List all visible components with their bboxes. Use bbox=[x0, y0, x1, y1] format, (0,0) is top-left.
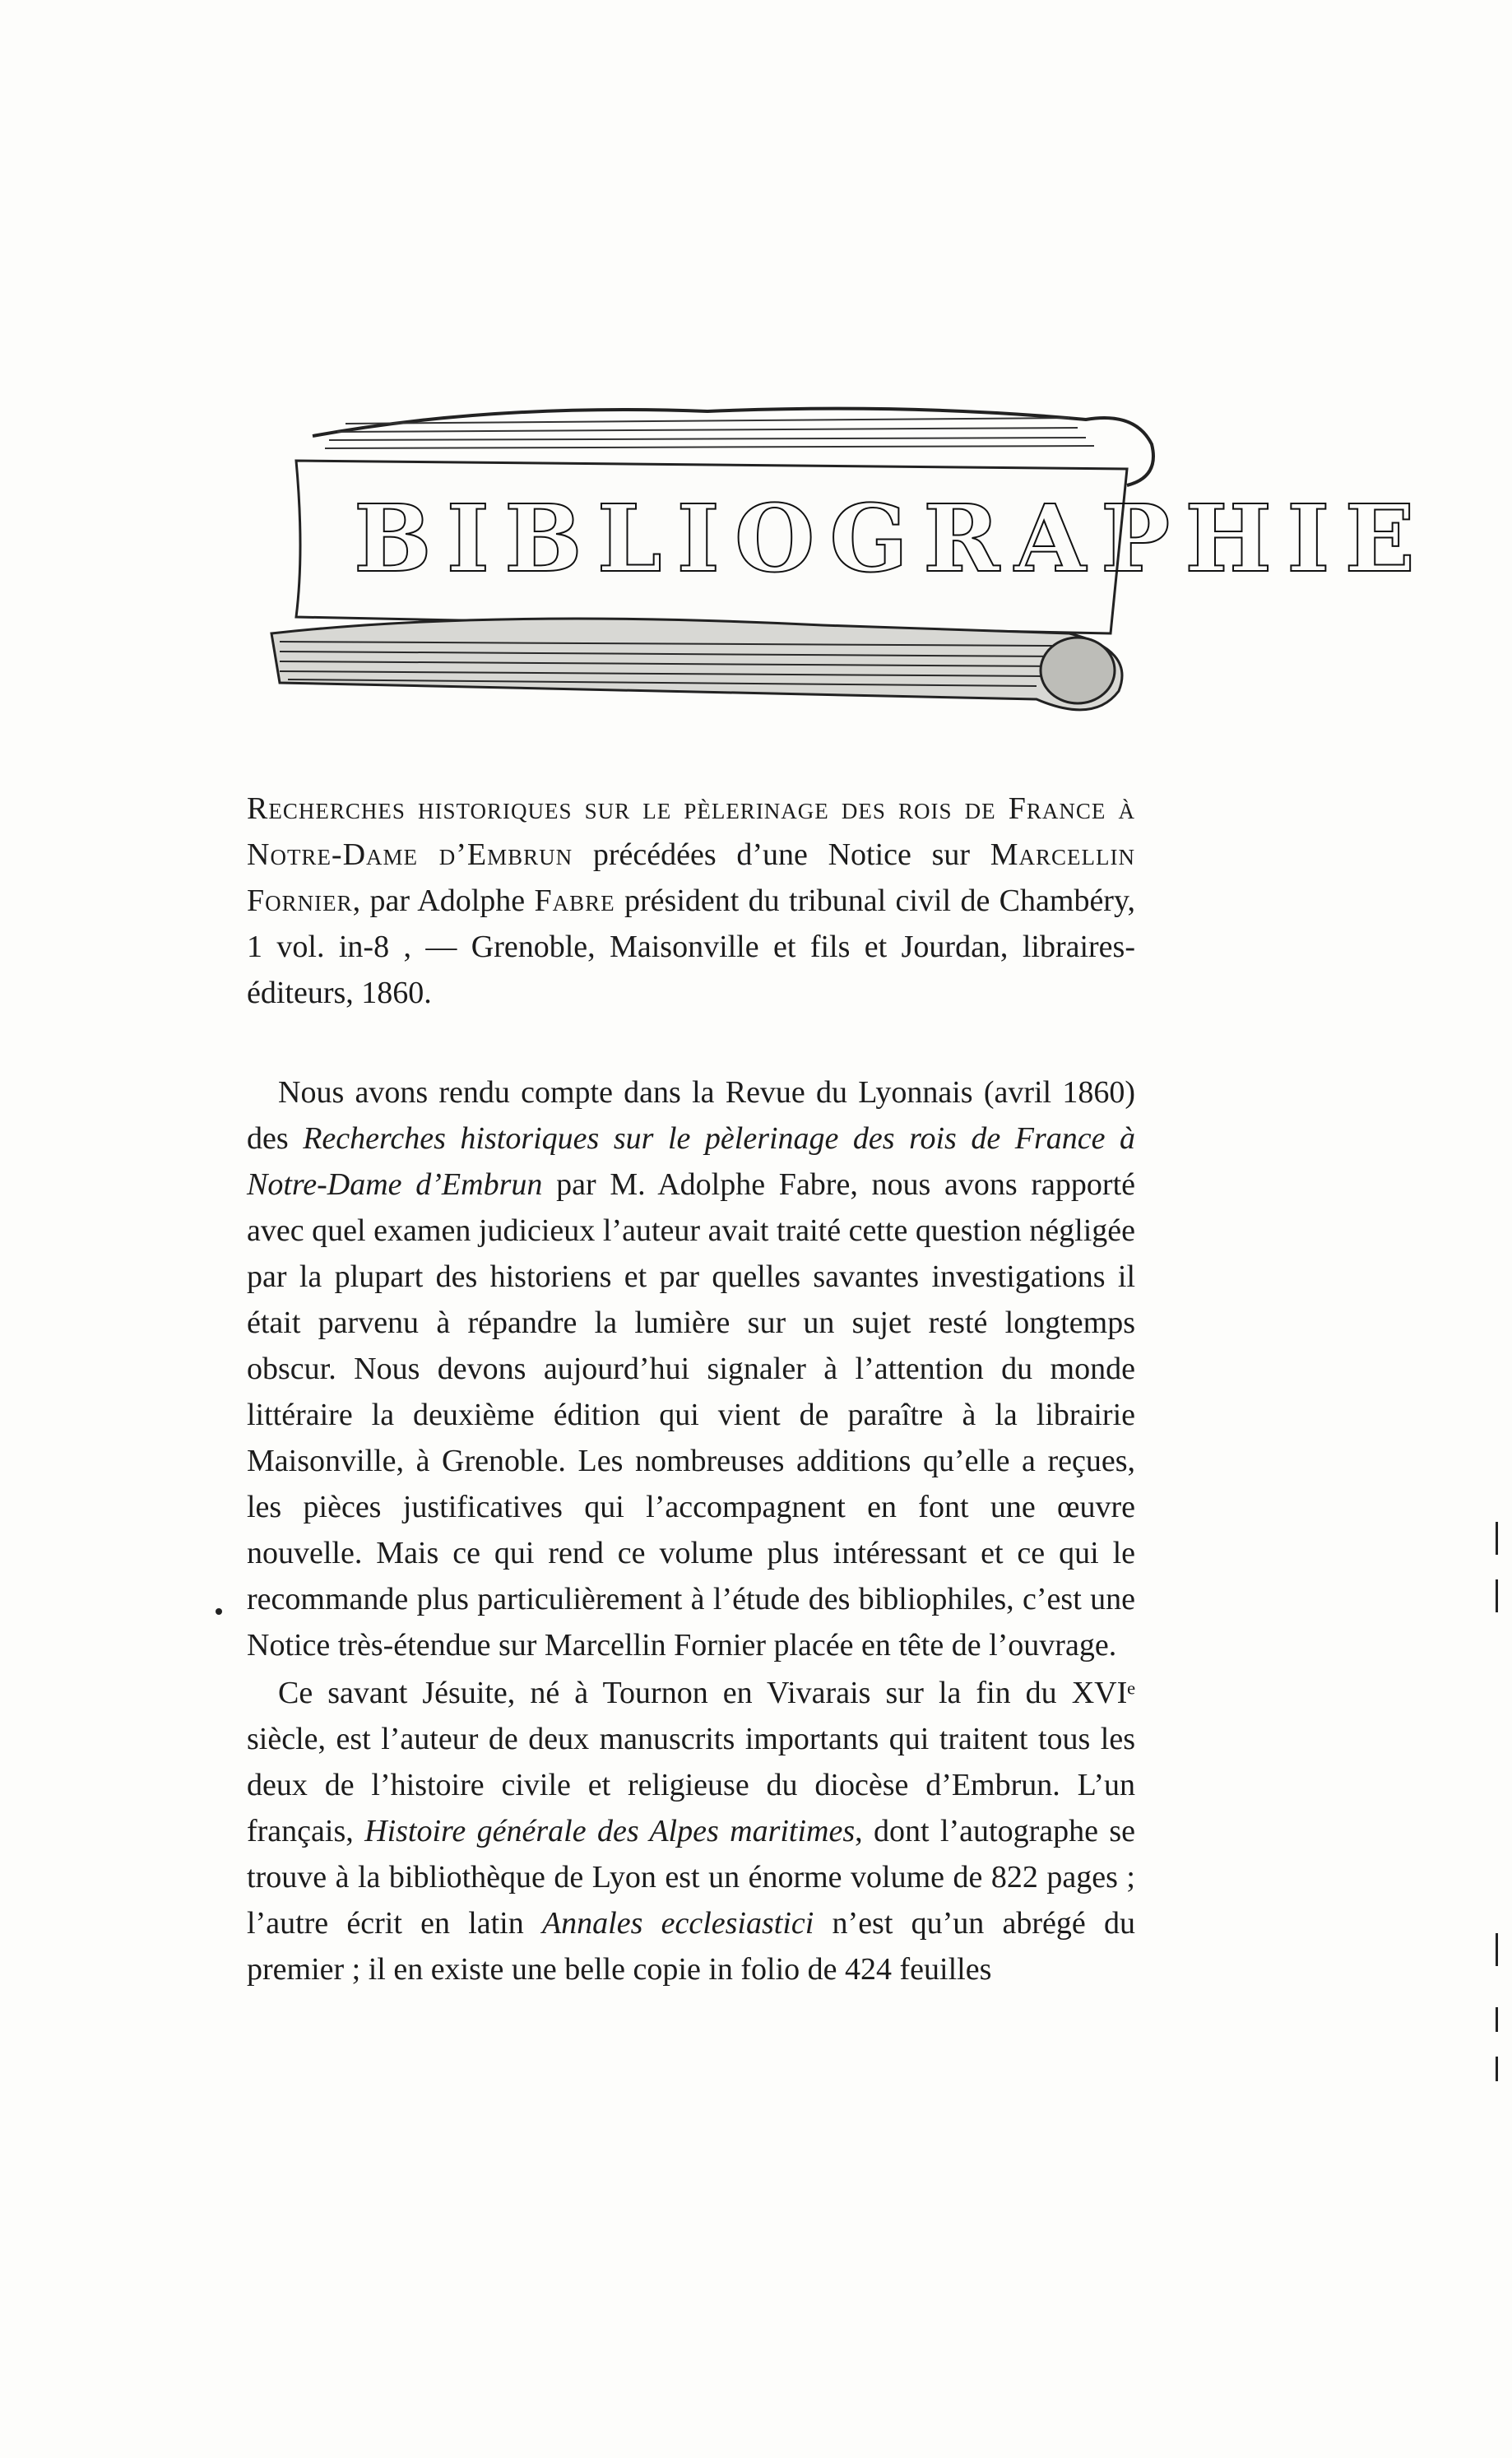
margin-mark bbox=[1496, 2007, 1498, 2032]
margin-mark bbox=[1496, 1933, 1498, 1966]
p2-italic-2: Annales ecclesiastici bbox=[541, 1906, 814, 1941]
margin-mark bbox=[1496, 1579, 1498, 1612]
entry-details: président du tribunal civil de Chambéry, 1 vol. in-8 , — Grenoble, Maisonville et fils et Jourdan, libraires-éditeurs, 1860. bbox=[247, 883, 1135, 1010]
margin-mark bbox=[1496, 1522, 1498, 1555]
p1-text-b: par M. Adolphe Fabre, nous avons rapporté avec quel examen judicieux l’auteur avait traité cette question négligée par la plupart des historiens et par quelles savantes investigations il était parvenu à répandre la lumière sur un sujet resté longtemps obscur. Nous devons aujourd’hui signaler à l’attention du monde littéraire la deuxième édition qui vient de paraître à la librairie Maisonville, à Grenoble. Les nombreuses additions qu’elle a reçues, les pièces justificatives qui l’accompagnent en font une œuvre nouvelle. Mais ce qui rend ce volume plus intéressant et ce qui le recommande plus particulièrement à l’étude des bibliophiles, c’est une Notice très-étendue sur Marcellin Fornier placée en tête de l’ouvrage. bbox=[247, 1167, 1136, 1663]
p2-italic-1: Histoire générale des Alpes maritimes bbox=[364, 1814, 856, 1848]
entry-author: Fabre bbox=[534, 883, 615, 918]
entry-title: Recherches historiques sur le pèlerinage des rois de France à Notre-Dame d’Embrun bbox=[247, 791, 1135, 872]
p2-text-b: , dont l’autographe se trouve à la bibliothèque de Lyon est un énorme volume de 822 pages ; l’autre écrit en latin bbox=[247, 1814, 1136, 1941]
p1-text-a: Nous avons rendu compte dans la Revue du Lyonnais (avril 1860) des bbox=[247, 1075, 1135, 1156]
margin-dot bbox=[216, 1608, 222, 1615]
p2-text-c: n’est qu’un abrégé du premier ; il en existe une belle copie in folio de 424 feuilles bbox=[247, 1906, 1135, 1987]
review-body bbox=[247, 1069, 1135, 1994]
p2-text-a: Ce savant Jésuite, né à Tournon en Vivarais sur la fin du XVIᵉ siècle, est l’auteur de deux manuscrits importants qui traitent tous les deux de l’histoire civile et religieuse du diocèse d’Embrun. L’un français, bbox=[247, 1676, 1135, 1848]
paragraph-2 bbox=[247, 1670, 1135, 1992]
banner-title: BIBLIOGRAPHIE bbox=[354, 485, 1430, 593]
paragraph-1 bbox=[247, 1069, 1135, 1668]
margin-mark bbox=[1496, 2057, 1498, 2081]
bibliographic-entry bbox=[247, 786, 1135, 1016]
entry-by: , par Adolphe bbox=[352, 883, 535, 918]
entry-person: Marcellin Fornier bbox=[247, 837, 1136, 918]
entry-preceded: précédées d’une Notice sur bbox=[573, 837, 990, 872]
bibliographie-banner bbox=[247, 387, 1430, 732]
p1-italic-title: Recherches historiques sur le pèlerinage des rois de France à Notre-Dame d’Embrun bbox=[247, 1121, 1136, 1202]
